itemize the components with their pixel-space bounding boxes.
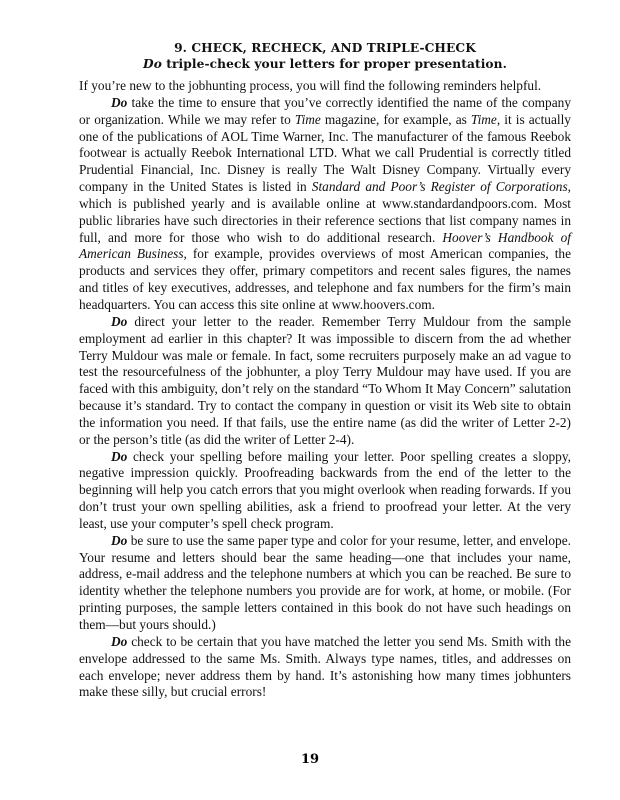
- section-heading: [79, 40, 571, 72]
- text-run: , it is actually one of the publications of AOL Time Warner, Inc. The manufacturer of the famous Reebok footwear is actually Reebok International LTD. What we call Prudential is correctly titled Prudential Financial, Inc. Disney is really The Walt Disney Company. Virtually every company in the United States is listed in: [79, 111, 571, 195]
- text-run: magazine, for example, as: [320, 111, 471, 127]
- paragraph-company-name: [79, 95, 571, 314]
- text-run: direct your letter to the reader. Remember Terry Muldour from the sample employment ad earlier in this chapter? It was impossible to discern from the ad whether Terry Muldour was male or female. In fact, some recruiters purposely make an ad vague to test the resourcefulness of the jobhunter, a ploy Terry Muldour may have used. If you are faced with this ambiguity, don’t rely on the standard “To Whom It May Concern” salutation because it’s standard. Try to contact the company in question or visit its Web site to obtain the information you need. If that fails, use the entire name (as did the writer of Letter 2-2) or the person’s title (as did the writer of Letter 2-4).: [79, 313, 571, 447]
- page-content: [79, 40, 571, 701]
- subtitle-do: Do: [143, 57, 162, 71]
- intro-paragraph: If you’re new to the jobhunting process, you will find the following reminders helpful.: [79, 78, 542, 93]
- body-text: [79, 78, 571, 701]
- text-run: check to be certain that you have matched the letter you send Ms. Smith with the envelope addressed to the same Ms. Smith. Always type names, titles, and addresses on each envelope; never address them by hand. It’s astonishing how many times jobhunters make these silly, but crucial errors!: [79, 633, 571, 700]
- do-label: Do: [111, 448, 128, 464]
- publication-title: Time: [294, 111, 321, 127]
- do-label: Do: [111, 532, 128, 548]
- publication-title: Hoover’s Handbook of American Business: [79, 229, 571, 262]
- page-number: 19: [300, 752, 320, 767]
- section-title: 9. CHECK, RECHECK, AND TRIPLE-CHECK: [174, 41, 476, 55]
- paragraph-direct-letter: [79, 314, 571, 449]
- section-subtitle: [79, 56, 571, 72]
- publication-title: Standard and Poor’s Register of Corporations: [311, 179, 568, 195]
- paragraph-envelope: [79, 634, 571, 701]
- text-run: , for example, provides overviews of most American companies, the products and services they offer, primary competitors and recent sales figures, the names and titles of key executives, addresses, and telephone and fax numbers for the firm’s main headquarters. You can access this site online at www.hoovers.com.: [79, 246, 571, 312]
- text-run: be sure to use the same paper type and color for your resume, letter, and envelope. Your resume and letters should bear the same heading—one that includes your name, address, e-mail address and the telephone numbers at which you can be reached. Be sure to identity whether the telephone numbers you provide are for work, at home, or mobile. (For printing purposes, the sample letters contained in this book do not have such headings on them—but yours should.): [79, 532, 571, 632]
- publication-title: Time: [470, 111, 497, 127]
- do-label: Do: [111, 313, 128, 329]
- text-run: check your spelling before mailing your letter. Poor spelling creates a sloppy, negative impression quickly. Proofreading backwards from the end of the letter to the beginning will help you catch errors that you might overlook when reading forwards. If you don’t trust your own spelling abilities, ask a friend to proofread your letter. At the very least, use your computer’s spell check program.: [79, 448, 571, 531]
- text-run: , which is published yearly and is available online at www.standardandpoors.com. Most public libraries have such directories in their reference sections that list company names in full, and more for those who wish to do additional research.: [79, 179, 571, 245]
- do-label: Do: [111, 94, 128, 110]
- text-run: take the time to ensure that you’ve correctly identified the name of the company or organization. While we may refer to: [79, 94, 571, 127]
- subtitle-text: triple-check your letters for proper presentation.: [161, 57, 507, 71]
- paragraph-spelling: [79, 449, 571, 533]
- paragraph-paper-type: [79, 533, 571, 634]
- do-label: Do: [111, 633, 128, 649]
